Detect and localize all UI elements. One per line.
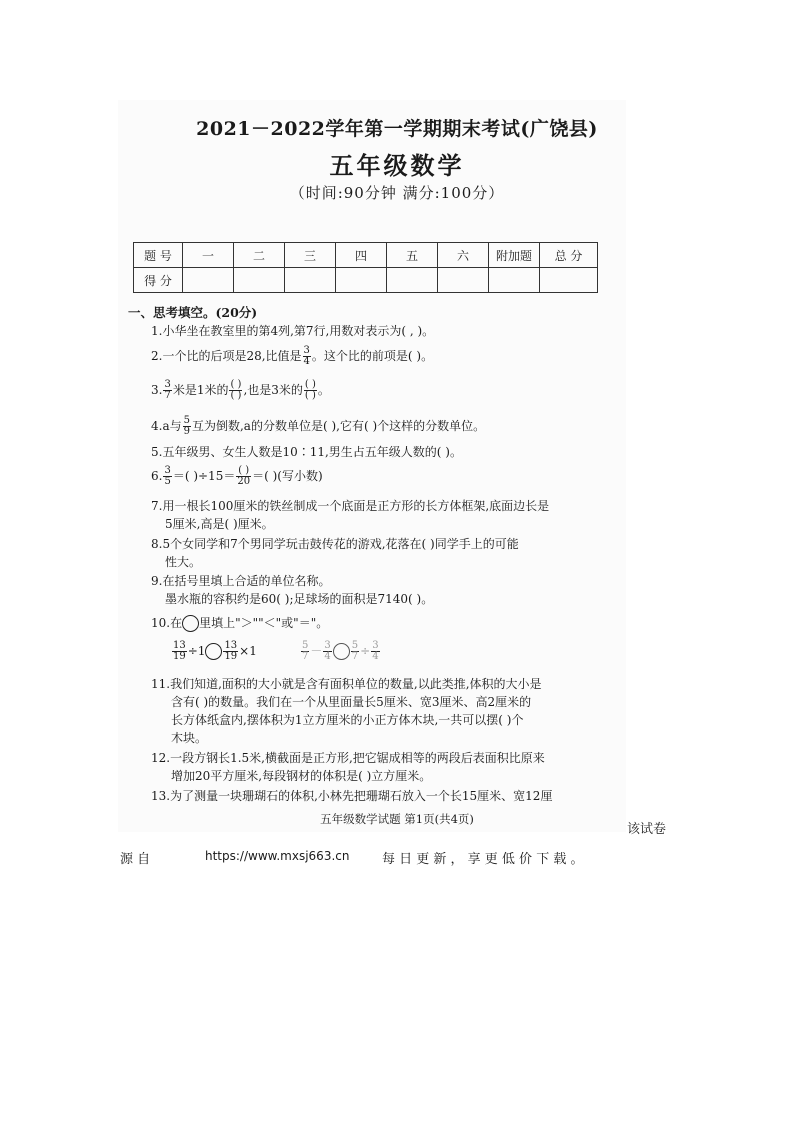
numerator: 5 bbox=[183, 415, 190, 426]
answer-circle[interactable] bbox=[182, 615, 199, 632]
question-10 bbox=[151, 614, 596, 632]
question-3 bbox=[151, 380, 596, 401]
score-table bbox=[133, 242, 598, 293]
section-heading: 一、思考填空。(20分) bbox=[128, 305, 258, 320]
denominator: 19 bbox=[224, 651, 238, 662]
page-footer: 五年级数学试题 第1页(共4页) bbox=[320, 812, 474, 826]
question-line: 5厘米,高是( )厘米。 bbox=[165, 517, 274, 531]
numerator: 3 bbox=[324, 640, 331, 651]
score-input-cell[interactable] bbox=[234, 268, 285, 293]
question-line: 木块。 bbox=[171, 731, 208, 745]
numerator: 3 bbox=[303, 345, 310, 356]
question-line: 8.5个女同学和7个男同学玩击鼓传花的游戏,花落在( )同学手上的可能 bbox=[151, 537, 519, 551]
score-cell: 四 bbox=[336, 243, 387, 268]
answer-circle[interactable] bbox=[333, 643, 350, 660]
question-text: 3. bbox=[151, 383, 163, 397]
score-input-cell[interactable] bbox=[285, 268, 336, 293]
denominator: 4 bbox=[324, 651, 331, 662]
score-input-cell[interactable] bbox=[438, 268, 489, 293]
score-input-cell[interactable] bbox=[336, 268, 387, 293]
question-line: 增加20平方厘米,每段钢材的体积是( )立方厘米。 bbox=[171, 769, 432, 783]
score-input-cell[interactable] bbox=[489, 268, 540, 293]
fraction bbox=[183, 416, 191, 437]
question-text: ,也是3米的 bbox=[243, 383, 303, 397]
fraction bbox=[223, 641, 238, 662]
question-6 bbox=[151, 466, 596, 487]
question-8 bbox=[151, 535, 596, 571]
fraction bbox=[303, 346, 311, 367]
fraction bbox=[301, 641, 309, 662]
answer-fraction[interactable] bbox=[304, 380, 317, 401]
exam-title: 2021－2022学年第一学期期末考试(广饶县) bbox=[196, 118, 598, 140]
numerator: 3 bbox=[372, 640, 379, 651]
question-text: 。 bbox=[317, 383, 330, 397]
score-cell: 总 分 bbox=[540, 243, 598, 268]
answer-fraction[interactable] bbox=[229, 380, 242, 401]
question-5: 5.五年级男、女生人数是10∶11,男生占五年级人数的( )。 bbox=[151, 445, 462, 459]
score-cell: 题 号 bbox=[134, 243, 183, 268]
question-text: 里填上"＞""＜"或"＝"。 bbox=[199, 616, 329, 630]
question-text: 6. bbox=[151, 469, 163, 483]
numerator: 5 bbox=[302, 640, 309, 651]
numerator: 13 bbox=[173, 640, 186, 651]
score-cell: 一 bbox=[183, 243, 234, 268]
operator: － bbox=[310, 644, 323, 658]
denominator: 19 bbox=[173, 651, 186, 662]
question-4 bbox=[151, 416, 596, 437]
question-line: 12.一段方钢长1.5米,横截面是正方形,把它锯成相等的两段后表面积比原来 bbox=[151, 751, 545, 765]
score-cell: 二 bbox=[234, 243, 285, 268]
question-text: 互为倒数,a的分数单位是( ),它有( )个这样的分数单位。 bbox=[191, 419, 486, 433]
question-line: 墨水瓶的容积约是60( );足球场的面积是7140( )。 bbox=[165, 592, 434, 606]
numerator: ( ) bbox=[230, 379, 242, 390]
fraction bbox=[163, 466, 171, 487]
side-note: 该试卷 bbox=[627, 822, 667, 837]
numerator: ( ) bbox=[238, 465, 250, 476]
source-link[interactable]: https://www.mxsj663.cn bbox=[205, 849, 350, 863]
score-table-score-row bbox=[134, 268, 598, 293]
answer-fraction[interactable] bbox=[236, 466, 251, 487]
score-cell: 三 bbox=[285, 243, 336, 268]
question-9 bbox=[151, 572, 596, 608]
denominator: 9 bbox=[183, 426, 190, 437]
score-table-header-row bbox=[134, 243, 598, 268]
question-13: 13.为了测量一块珊瑚石的体积,小林先把珊瑚石放入一个长15厘米、宽12厘 bbox=[151, 789, 553, 803]
score-input-cell[interactable] bbox=[183, 268, 234, 293]
question-line: 7.用一根长100厘米的铁丝制成一个底面是正方形的长方体框架,底面边长是 bbox=[151, 499, 550, 513]
question-line: 性大。 bbox=[165, 555, 202, 569]
question-text: 。这个比的前项是( )。 bbox=[311, 349, 434, 363]
operator: ×1 bbox=[239, 644, 257, 658]
source-tagline: 每 日 更 新 ， 享 更 低 价 下 载 。 bbox=[382, 852, 584, 867]
question-line: 11.我们知道,面积的大小就是含有面积单位的数量,以此类推,体积的大小是 bbox=[151, 677, 542, 691]
question-1: 1.小华坐在教室里的第4列,第7行,用数对表示为( , )。 bbox=[151, 324, 435, 338]
fraction bbox=[163, 380, 171, 401]
denominator: 7 bbox=[351, 651, 359, 662]
numerator: 5 bbox=[351, 640, 359, 651]
question-text: 10.在 bbox=[151, 616, 183, 630]
denominator: 20 bbox=[237, 476, 251, 487]
fraction bbox=[351, 641, 359, 662]
score-cell: 六 bbox=[438, 243, 489, 268]
fraction bbox=[172, 641, 187, 662]
question-text: ＝( )(写小数) bbox=[252, 469, 323, 483]
question-text: 米是1米的 bbox=[172, 383, 229, 397]
denominator: 7 bbox=[302, 651, 309, 662]
denominator: 5 bbox=[164, 476, 171, 487]
denominator: 4 bbox=[372, 651, 379, 662]
operator: ÷ bbox=[360, 644, 371, 658]
exam-info: （时间:90分钟 满分:100分） bbox=[289, 184, 505, 202]
question-line: 含有( )的数量。我们在一个从里面量长5厘米、宽3厘米、高2厘米的 bbox=[171, 695, 532, 709]
numerator: 3 bbox=[164, 465, 171, 476]
question-12 bbox=[151, 749, 596, 785]
answer-circle[interactable] bbox=[205, 643, 222, 660]
question-text: 2.一个比的后项是28,比值是 bbox=[151, 349, 302, 363]
score-cell: 五 bbox=[387, 243, 438, 268]
fraction bbox=[323, 641, 331, 662]
denominator: ( ) bbox=[304, 390, 316, 401]
score-input-cell[interactable] bbox=[540, 268, 598, 293]
score-input-cell[interactable] bbox=[387, 268, 438, 293]
denominator: 4 bbox=[303, 356, 310, 367]
subject-title: 五年级数学 bbox=[329, 151, 465, 180]
operator: ÷1 bbox=[187, 644, 206, 658]
source-label: 源 自 bbox=[120, 852, 151, 867]
score-cell: 附加题 bbox=[489, 243, 540, 268]
question-11 bbox=[151, 675, 596, 747]
score-row-label: 得 分 bbox=[134, 268, 183, 293]
denominator: 7 bbox=[164, 390, 171, 401]
question-10-expr-2 bbox=[300, 641, 745, 662]
question-line: 9.在括号里填上合适的单位名称。 bbox=[151, 574, 331, 588]
question-2 bbox=[151, 346, 596, 367]
question-line: 长方体纸盒内,摆体积为1立方厘米的小正方体木块,一共可以摆( )个 bbox=[171, 713, 524, 727]
denominator: ( ) bbox=[230, 390, 242, 401]
numerator: 3 bbox=[164, 379, 171, 390]
question-text: 4.a与 bbox=[151, 419, 182, 433]
numerator: 13 bbox=[224, 640, 238, 651]
numerator: ( ) bbox=[304, 379, 316, 390]
fraction bbox=[371, 641, 379, 662]
question-7 bbox=[151, 497, 596, 533]
question-text: ＝( )÷15＝ bbox=[172, 469, 236, 483]
